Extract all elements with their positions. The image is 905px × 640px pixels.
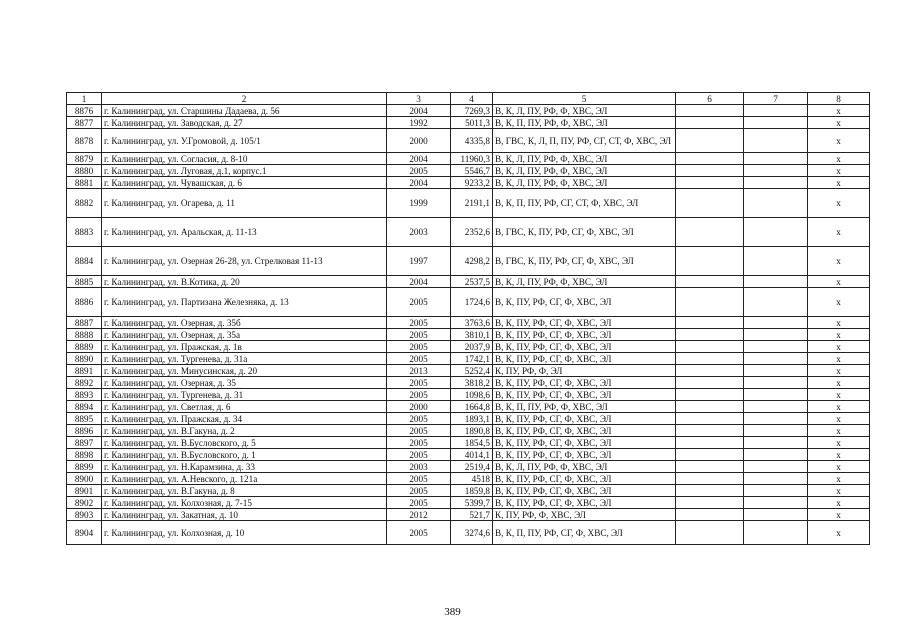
services-cell: В, К, ПУ, РФ, СГ, Ф, ХВС, ЭЛ xyxy=(493,449,676,461)
mark-cell: x xyxy=(808,288,870,317)
column-7-cell xyxy=(744,521,808,545)
year-cell: 2004 xyxy=(387,105,451,117)
table-row xyxy=(67,117,870,129)
address-cell: г. Калининград, ул. Пражская, д. 34 xyxy=(102,413,387,425)
mark-cell: x xyxy=(808,317,870,329)
column-6-cell xyxy=(676,461,744,473)
column-6-cell xyxy=(676,497,744,509)
column-7-cell xyxy=(744,377,808,389)
document-sheet xyxy=(66,92,870,545)
column-7-cell xyxy=(744,365,808,377)
services-cell: К, ПУ, РФ, Ф, ХВС, ЭЛ xyxy=(493,509,676,521)
table-row xyxy=(67,329,870,341)
column-7-cell xyxy=(744,389,808,401)
row-number: 8901 xyxy=(67,485,102,497)
column-6-cell xyxy=(676,449,744,461)
column-7-cell xyxy=(744,509,808,521)
column-6-cell xyxy=(676,117,744,129)
year-cell: 1992 xyxy=(387,117,451,129)
table-row xyxy=(67,165,870,177)
year-cell: 2013 xyxy=(387,365,451,377)
services-cell: В, К, ПУ, РФ, СГ, Ф, ХВС, ЭЛ xyxy=(493,377,676,389)
area-cell: 1859,8 xyxy=(451,485,493,497)
row-number: 8902 xyxy=(67,497,102,509)
row-number: 8878 xyxy=(67,129,102,153)
column-7-cell xyxy=(744,485,808,497)
area-cell: 1890,8 xyxy=(451,425,493,437)
area-cell: 1854,5 xyxy=(451,437,493,449)
services-cell: В, К, П, ПУ, РФ, СГ, СТ, Ф, ХВС, ЭЛ xyxy=(493,189,676,218)
services-cell: В, К, ПУ, РФ, СГ, Ф, ХВС, ЭЛ xyxy=(493,413,676,425)
area-cell: 9233,2 xyxy=(451,177,493,189)
year-cell: 2004 xyxy=(387,153,451,165)
table-row xyxy=(67,521,870,545)
column-7-cell xyxy=(744,461,808,473)
table-row xyxy=(67,189,870,218)
row-number: 8885 xyxy=(67,276,102,288)
year-cell: 2000 xyxy=(387,129,451,153)
column-7-cell xyxy=(744,401,808,413)
column-header: 7 xyxy=(744,93,808,105)
column-7-cell xyxy=(744,473,808,485)
mark-cell: x xyxy=(808,389,870,401)
area-cell: 2519,4 xyxy=(451,461,493,473)
column-6-cell xyxy=(676,365,744,377)
column-7-cell xyxy=(744,177,808,189)
area-cell: 5399,7 xyxy=(451,497,493,509)
services-cell: В, К, П, ПУ, РФ, Ф, ХВС, ЭЛ xyxy=(493,117,676,129)
address-cell: г. Калининград, ул. В.Бусловского, д. 1 xyxy=(102,449,387,461)
area-cell: 1893,1 xyxy=(451,413,493,425)
row-number: 8877 xyxy=(67,117,102,129)
area-cell: 11960,3 xyxy=(451,153,493,165)
row-number: 8898 xyxy=(67,449,102,461)
column-7-cell xyxy=(744,497,808,509)
row-number: 8883 xyxy=(67,218,102,247)
table-row xyxy=(67,129,870,153)
column-6-cell xyxy=(676,353,744,365)
row-number: 8903 xyxy=(67,509,102,521)
mark-cell: x xyxy=(808,413,870,425)
column-header: 5 xyxy=(493,93,676,105)
address-cell: г. Калининград, ул. Светлая, д. 6 xyxy=(102,401,387,413)
services-cell: В, К, ПУ, РФ, СГ, Ф, ХВС, ЭЛ xyxy=(493,353,676,365)
row-number: 8897 xyxy=(67,437,102,449)
services-cell: В, К, ПУ, РФ, СГ, Ф, ХВС, ЭЛ xyxy=(493,425,676,437)
table-row xyxy=(67,497,870,509)
column-7-cell xyxy=(744,165,808,177)
mark-cell: x xyxy=(808,153,870,165)
table-row xyxy=(67,413,870,425)
address-cell: г. Калининград, ул. В.Гакуна, д. 2 xyxy=(102,425,387,437)
year-cell: 2012 xyxy=(387,509,451,521)
mark-cell: x xyxy=(808,377,870,389)
column-6-cell xyxy=(676,329,744,341)
table-row xyxy=(67,365,870,377)
year-cell: 2005 xyxy=(387,449,451,461)
row-number: 8887 xyxy=(67,317,102,329)
column-6-cell xyxy=(676,485,744,497)
year-cell: 2005 xyxy=(387,353,451,365)
mark-cell: x xyxy=(808,165,870,177)
column-6-cell xyxy=(676,288,744,317)
row-number: 8880 xyxy=(67,165,102,177)
year-cell: 2004 xyxy=(387,276,451,288)
column-7-cell xyxy=(744,117,808,129)
area-cell: 3763,6 xyxy=(451,317,493,329)
column-7-cell xyxy=(744,449,808,461)
address-cell: г. Калининград, ул. Заводская, д. 27 xyxy=(102,117,387,129)
year-cell: 2005 xyxy=(387,413,451,425)
column-header: 3 xyxy=(387,93,451,105)
services-cell: В, К, Л, ПУ, РФ, Ф, ХВС, ЭЛ xyxy=(493,177,676,189)
services-cell: К, ПУ, РФ, Ф, ЭЛ xyxy=(493,365,676,377)
mark-cell: x xyxy=(808,401,870,413)
mark-cell: x xyxy=(808,497,870,509)
address-cell: г. Калининград, ул. Озерная, д. 35б xyxy=(102,317,387,329)
column-7-cell xyxy=(744,276,808,288)
address-cell: г. Калининград, ул. А.Невского, д. 121а xyxy=(102,473,387,485)
mark-cell: x xyxy=(808,329,870,341)
mark-cell: x xyxy=(808,353,870,365)
address-cell: г. Калининград, ул. В.Котика, д. 20 xyxy=(102,276,387,288)
area-cell: 1742,1 xyxy=(451,353,493,365)
table-row xyxy=(67,317,870,329)
mark-cell: x xyxy=(808,129,870,153)
column-7-cell xyxy=(744,353,808,365)
column-7-cell xyxy=(744,329,808,341)
mark-cell: x xyxy=(808,521,870,545)
row-number: 8904 xyxy=(67,521,102,545)
table-row xyxy=(67,105,870,117)
table-header-row xyxy=(67,93,870,105)
mark-cell: x xyxy=(808,117,870,129)
table-row xyxy=(67,276,870,288)
column-6-cell xyxy=(676,341,744,353)
address-cell: г. Калининград, ул. Тургенева, д. 31 xyxy=(102,389,387,401)
address-cell: г. Калининград, ул. Минусинская, д. 20 xyxy=(102,365,387,377)
services-cell: В, К, П, ПУ, РФ, СГ, Ф, ХВС, ЭЛ xyxy=(493,521,676,545)
table-row xyxy=(67,425,870,437)
mark-cell: x xyxy=(808,105,870,117)
address-cell: г. Калининград, ул. Озерная, д. 35а xyxy=(102,329,387,341)
housing-registry-table xyxy=(66,92,870,545)
address-cell: г. Калининград, ул. Колхозная, д. 7-15 xyxy=(102,497,387,509)
year-cell: 2005 xyxy=(387,389,451,401)
year-cell: 2005 xyxy=(387,377,451,389)
table-row xyxy=(67,153,870,165)
table-row xyxy=(67,218,870,247)
year-cell: 2003 xyxy=(387,218,451,247)
mark-cell: x xyxy=(808,247,870,276)
area-cell: 4014,1 xyxy=(451,449,493,461)
row-number: 8889 xyxy=(67,341,102,353)
mark-cell: x xyxy=(808,341,870,353)
address-cell: г. Калининград, ул. Старшины Дадаева, д. 56 xyxy=(102,105,387,117)
column-7-cell xyxy=(744,341,808,353)
area-cell: 1664,8 xyxy=(451,401,493,413)
mark-cell: x xyxy=(808,473,870,485)
address-cell: г. Калининград, ул. У.Громовой, д. 105/1 xyxy=(102,129,387,153)
column-6-cell xyxy=(676,425,744,437)
column-6-cell xyxy=(676,473,744,485)
row-number: 8888 xyxy=(67,329,102,341)
services-cell: В, ГВС, К, ПУ, РФ, СГ, Ф, ХВС, ЭЛ xyxy=(493,247,676,276)
mark-cell: x xyxy=(808,276,870,288)
mark-cell: x xyxy=(808,218,870,247)
column-6-cell xyxy=(676,189,744,218)
column-6-cell xyxy=(676,377,744,389)
row-number: 8894 xyxy=(67,401,102,413)
column-6-cell xyxy=(676,129,744,153)
services-cell: В, К, Л, ПУ, РФ, Ф, ХВС, ЭЛ xyxy=(493,105,676,117)
services-cell: В, К, Л, ПУ, РФ, Ф, ХВС, ЭЛ xyxy=(493,165,676,177)
area-cell: 2191,1 xyxy=(451,189,493,218)
column-6-cell xyxy=(676,276,744,288)
year-cell: 2005 xyxy=(387,341,451,353)
area-cell: 3810,1 xyxy=(451,329,493,341)
column-7-cell xyxy=(744,153,808,165)
year-cell: 2005 xyxy=(387,317,451,329)
services-cell: В, К, Л, ПУ, РФ, Ф, ХВС, ЭЛ xyxy=(493,153,676,165)
mark-cell: x xyxy=(808,449,870,461)
year-cell: 2005 xyxy=(387,497,451,509)
column-header: 2 xyxy=(102,93,387,105)
area-cell: 521,7 xyxy=(451,509,493,521)
year-cell: 2005 xyxy=(387,485,451,497)
area-cell: 4298,2 xyxy=(451,247,493,276)
services-cell: В, К, ПУ, РФ, СГ, Ф, ХВС, ЭЛ xyxy=(493,329,676,341)
year-cell: 1999 xyxy=(387,189,451,218)
column-7-cell xyxy=(744,413,808,425)
area-cell: 4335,8 xyxy=(451,129,493,153)
column-6-cell xyxy=(676,401,744,413)
year-cell: 2005 xyxy=(387,521,451,545)
table-row xyxy=(67,247,870,276)
row-number: 8879 xyxy=(67,153,102,165)
services-cell: В, К, ПУ, РФ, СГ, Ф, ХВС, ЭЛ xyxy=(493,473,676,485)
services-cell: В, К, ПУ, РФ, СГ, Ф, ХВС, ЭЛ xyxy=(493,317,676,329)
area-cell: 5252,4 xyxy=(451,365,493,377)
column-7-cell xyxy=(744,288,808,317)
address-cell: г. Калининград, ул. В.Гакуна, д. 8 xyxy=(102,485,387,497)
column-7-cell xyxy=(744,129,808,153)
address-cell: г. Калининград, ул. Н.Карамзина, д. 33 xyxy=(102,461,387,473)
services-cell: В, К, ПУ, РФ, СГ, Ф, ХВС, ЭЛ xyxy=(493,288,676,317)
row-number: 8892 xyxy=(67,377,102,389)
table-row xyxy=(67,509,870,521)
services-cell: В, К, ПУ, РФ, СГ, Ф, ХВС, ЭЛ xyxy=(493,485,676,497)
column-7-cell xyxy=(744,218,808,247)
mark-cell: x xyxy=(808,437,870,449)
column-header: 8 xyxy=(808,93,870,105)
page-number: 389 xyxy=(444,606,461,618)
row-number: 8896 xyxy=(67,425,102,437)
year-cell: 2004 xyxy=(387,177,451,189)
area-cell: 1724,6 xyxy=(451,288,493,317)
column-6-cell xyxy=(676,317,744,329)
column-6-cell xyxy=(676,165,744,177)
area-cell: 1098,6 xyxy=(451,389,493,401)
row-number: 8884 xyxy=(67,247,102,276)
mark-cell: x xyxy=(808,461,870,473)
column-6-cell xyxy=(676,437,744,449)
column-7-cell xyxy=(744,317,808,329)
table-body xyxy=(67,93,870,545)
row-number: 8876 xyxy=(67,105,102,117)
column-6-cell xyxy=(676,521,744,545)
area-cell: 5546,7 xyxy=(451,165,493,177)
column-header: 4 xyxy=(451,93,493,105)
table-row xyxy=(67,473,870,485)
year-cell: 2000 xyxy=(387,401,451,413)
services-cell: В, К, ПУ, РФ, СГ, Ф, ХВС, ЭЛ xyxy=(493,437,676,449)
table-row xyxy=(67,449,870,461)
year-cell: 2005 xyxy=(387,473,451,485)
column-6-cell xyxy=(676,105,744,117)
year-cell: 2005 xyxy=(387,425,451,437)
row-number: 8886 xyxy=(67,288,102,317)
address-cell: г. Калининград, ул. Пражская, д. 1в xyxy=(102,341,387,353)
row-number: 8882 xyxy=(67,189,102,218)
table-row xyxy=(67,401,870,413)
area-cell: 2037,9 xyxy=(451,341,493,353)
column-6-cell xyxy=(676,389,744,401)
address-cell: г. Калининград, ул. Озерная 26-28, ул. Стрелковая 11-13 xyxy=(102,247,387,276)
row-number: 8891 xyxy=(67,365,102,377)
year-cell: 1997 xyxy=(387,247,451,276)
column-7-cell xyxy=(744,425,808,437)
services-cell: В, К, Л, ПУ, РФ, Ф, ХВС, ЭЛ xyxy=(493,461,676,473)
mark-cell: x xyxy=(808,189,870,218)
area-cell: 2537,5 xyxy=(451,276,493,288)
area-cell: 3274,6 xyxy=(451,521,493,545)
address-cell: г. Калининград, ул. Колхозная, д. 10 xyxy=(102,521,387,545)
services-cell: В, К, ПУ, РФ, СГ, Ф, ХВС, ЭЛ xyxy=(493,389,676,401)
address-cell: г. Калининград, ул. Тургенева, д. 31а xyxy=(102,353,387,365)
year-cell: 2005 xyxy=(387,329,451,341)
year-cell: 2003 xyxy=(387,461,451,473)
row-number: 8895 xyxy=(67,413,102,425)
column-6-cell xyxy=(676,153,744,165)
mark-cell: x xyxy=(808,485,870,497)
mark-cell: x xyxy=(808,177,870,189)
services-cell: В, К, ПУ, РФ, СГ, Ф, ХВС, ЭЛ xyxy=(493,497,676,509)
address-cell: г. Калининград, ул. Луговая, д.1, корпус.1 xyxy=(102,165,387,177)
mark-cell: x xyxy=(808,425,870,437)
table-row xyxy=(67,353,870,365)
row-number: 8881 xyxy=(67,177,102,189)
services-cell: В, К, П, ПУ, РФ, Ф, ХВС, ЭЛ xyxy=(493,401,676,413)
mark-cell: x xyxy=(808,365,870,377)
column-7-cell xyxy=(744,105,808,117)
column-6-cell xyxy=(676,177,744,189)
services-cell: В, ГВС, К, ПУ, РФ, СГ, Ф, ХВС, ЭЛ xyxy=(493,218,676,247)
row-number: 8899 xyxy=(67,461,102,473)
column-6-cell xyxy=(676,413,744,425)
services-cell: В, К, ПУ, РФ, СГ, Ф, ХВС, ЭЛ xyxy=(493,341,676,353)
column-6-cell xyxy=(676,218,744,247)
table-row xyxy=(67,461,870,473)
address-cell: г. Калининград, ул. Согласия, д. 8-10 xyxy=(102,153,387,165)
address-cell: г. Калининград, ул. Чувашская, д. 6 xyxy=(102,177,387,189)
table-row xyxy=(67,485,870,497)
mark-cell: x xyxy=(808,509,870,521)
table-row xyxy=(67,377,870,389)
area-cell: 7269,3 xyxy=(451,105,493,117)
row-number: 8900 xyxy=(67,473,102,485)
address-cell: г. Калининград, ул. Закатная, д. 10 xyxy=(102,509,387,521)
area-cell: 4518 xyxy=(451,473,493,485)
column-6-cell xyxy=(676,247,744,276)
address-cell: г. Калининград, ул. Аральская, д. 11-13 xyxy=(102,218,387,247)
table-row xyxy=(67,437,870,449)
column-7-cell xyxy=(744,189,808,218)
table-row xyxy=(67,341,870,353)
address-cell: г. Калининград, ул. В.Бусловского, д. 5 xyxy=(102,437,387,449)
area-cell: 2352,6 xyxy=(451,218,493,247)
column-header: 1 xyxy=(67,93,102,105)
address-cell: г. Калининград, ул. Огарева, д. 11 xyxy=(102,189,387,218)
row-number: 8893 xyxy=(67,389,102,401)
year-cell: 2005 xyxy=(387,288,451,317)
column-7-cell xyxy=(744,247,808,276)
area-cell: 3818,2 xyxy=(451,377,493,389)
services-cell: В, ГВС, К, Л, П, ПУ, РФ, СГ, СТ, Ф, ХВС, ЭЛ xyxy=(493,129,676,153)
table-row xyxy=(67,177,870,189)
address-cell: г. Калининград, ул. Партизана Железняка, д. 13 xyxy=(102,288,387,317)
services-cell: В, К, Л, ПУ, РФ, Ф, ХВС, ЭЛ xyxy=(493,276,676,288)
year-cell: 2005 xyxy=(387,437,451,449)
address-cell: г. Калининград, ул. Озерная, д. 35 xyxy=(102,377,387,389)
column-7-cell xyxy=(744,437,808,449)
year-cell: 2005 xyxy=(387,165,451,177)
table-row xyxy=(67,389,870,401)
column-header: 6 xyxy=(676,93,744,105)
row-number: 8890 xyxy=(67,353,102,365)
area-cell: 5011,3 xyxy=(451,117,493,129)
column-6-cell xyxy=(676,509,744,521)
table-row xyxy=(67,288,870,317)
